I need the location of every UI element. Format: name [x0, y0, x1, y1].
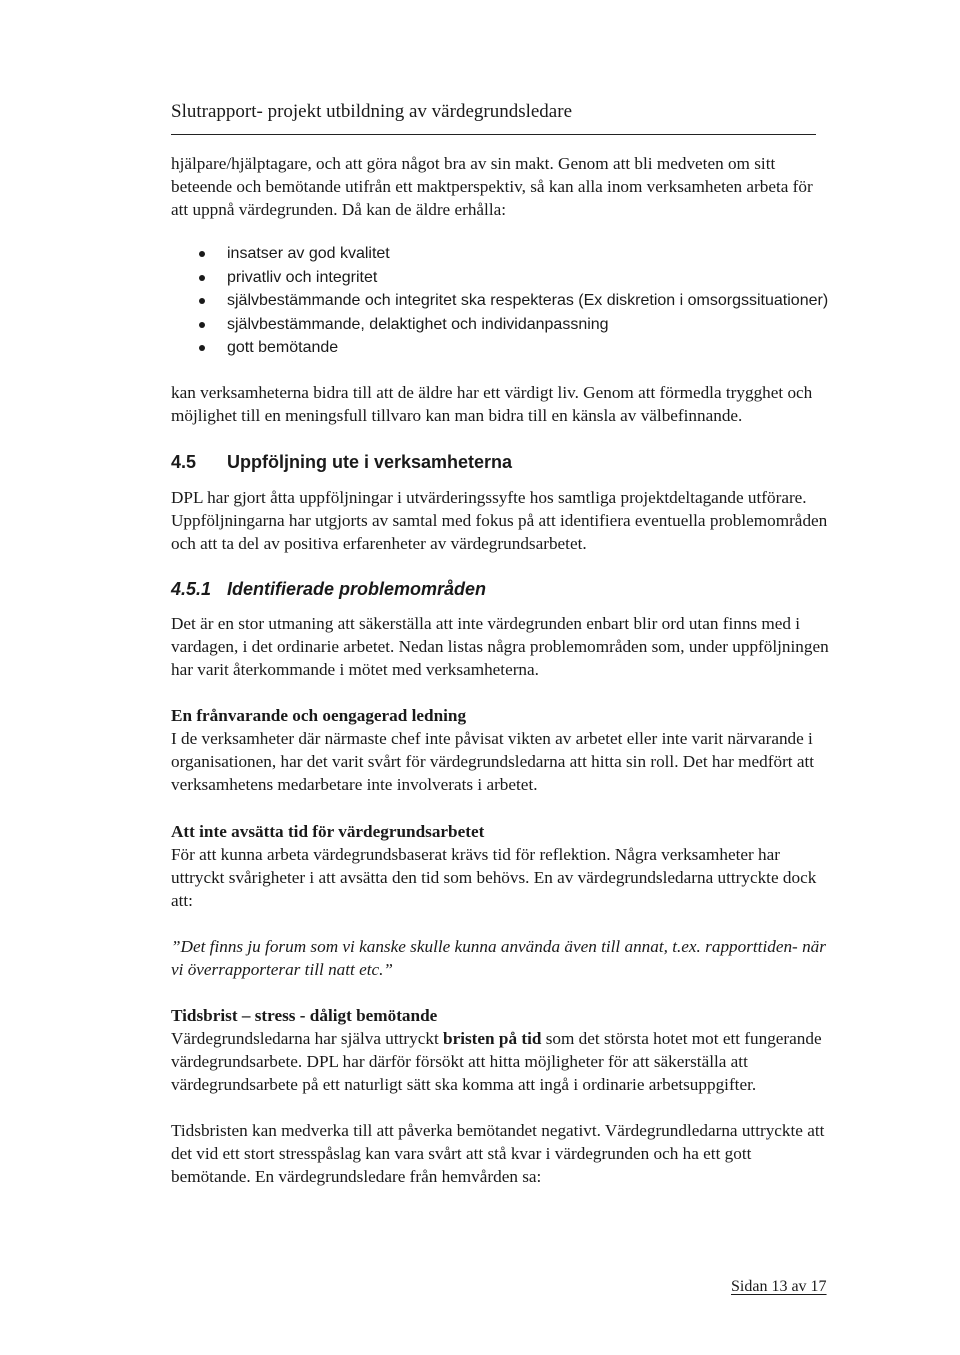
- topic-paragraph-end: som det största hotet mot ett fungerande värdegrundsarbete. DPL har därför försökt att hitta möjligheter för att säkerställa att värdegrundsarbete på ett naturligt sätt ska komma att ingå i ordinarie arbetsuppgifter.: [171, 1028, 822, 1094]
- topic-paragraph: [171, 1027, 831, 1096]
- section-4-5-1-paragraph: Det är en stor utmaning att säkerställa att inte värdegrunden enbart blir ord utan finns med i vardagen, i det ordinarie arbetet. Nedan listas några problemområden som, under uppföljningen har varit återkommande i mötet med verksamheterna.: [171, 613, 829, 679]
- list-item: [227, 289, 831, 313]
- section-heading-4-5-1: [171, 577, 831, 601]
- bullet-icon: [199, 322, 205, 328]
- bullet-icon: [199, 275, 205, 281]
- section-heading-4-5: [171, 450, 831, 474]
- topic-heading: En frånvarande och oengagerad ledning: [171, 705, 467, 725]
- subsection-title: Identifierade problemområden: [227, 578, 487, 599]
- list-item-text: insatser av god kvalitet: [227, 245, 390, 262]
- list-item-text: självbestämmande, delaktighet och individanpassning: [227, 315, 609, 333]
- list-item-text: självbestämmande och integritet ska respekteras (Ex diskretion i omsorgssituationer): [227, 292, 829, 309]
- section-4-5-paragraph: DPL har gjort åtta uppföljningar i utvärderingssyfte hos samtliga projektdeltagande utförare. Uppföljningarna har utgjorts av samtal med fokus på att identifiera eventuella problemområden och att ta del av positiva erfarenheter av värdegrundsarbetet.: [171, 487, 828, 553]
- topic-absent-leadership: [171, 704, 831, 796]
- topic-no-time: [171, 820, 831, 981]
- list-item: [227, 336, 831, 360]
- topic-paragraph-start: Värdegrundsledarna har själva uttryckt: [171, 1028, 444, 1048]
- list-item: [227, 313, 831, 337]
- topic-paragraph-2: Tidsbristen kan medverka till att påverka bemötandet negativt. Värdegrundledarna uttryckte att det vid ett stort stresspåslag kan vara svårt att stå kvar i värdegrunden och ha ett gott bemötande. En värdegrundsledare från hemvården sa:: [171, 1120, 825, 1186]
- running-header: Slutrapport- projekt utbildning av värdegrundsledare: [171, 101, 573, 122]
- topic-heading: Att inte avsätta tid för värdegrundsarbetet: [171, 821, 485, 841]
- page-content: [171, 152, 831, 1188]
- list-item-text: privatliv och integritet: [227, 268, 378, 286]
- quote-text: ”Det finns ju forum som vi kanske skulle kunna använda även till annat, t.ex. rapporttiden- när vi överrapporterar till natt etc.”: [171, 936, 826, 979]
- section-title: Uppföljning ute i verksamheterna: [227, 451, 513, 472]
- list-item: [227, 242, 831, 266]
- header-divider: [171, 134, 816, 135]
- topic-paragraph: I de verksamheter där närmaste chef inte påvisat vikten av arbetet eller inte varit närvarande i organisationen, har det varit svårt för värdegrundsledarna att hitta sin roll. Det har medfört att verksamhetens medarbetare inte involverats i arbetet.: [171, 728, 815, 794]
- quality-list: [171, 242, 831, 360]
- topic-time-shortage: [171, 1004, 831, 1188]
- subsection-number: 4.5.1: [171, 578, 212, 599]
- list-item-text: gott bemötande: [227, 339, 339, 356]
- emphasis-text: bristen på tid: [443, 1028, 542, 1048]
- list-item: [227, 266, 831, 290]
- after-list-paragraph: kan verksamheterna bidra till att de äldre har ett värdigt liv. Genom att förmedla trygghet och möjlighet till en meningsfull tillvaro kan man bidra till en känsla av välbefinnande.: [171, 382, 813, 425]
- bullet-icon: [199, 251, 205, 257]
- topic-paragraph: För att kunna arbeta värdegrundsbaserat krävs tid för reflektion. Några verksamheter har uttryckt svårigheter i att avsätta den tid som behövs. En av värdegrundsledarna uttryckte dock att:: [171, 844, 817, 910]
- intro-paragraph: hjälpare/hjälptagare, och att göra något bra av sin makt. Genom att bli medveten om sitt beteende och bemötande utifrån ett maktperspektiv, så kan alla inom verksamheten arbeta för att uppnå värdegrunden. Då kan de äldre erhålla:: [171, 154, 813, 219]
- bullet-icon: [199, 345, 205, 351]
- bullet-icon: [199, 298, 205, 304]
- section-number: 4.5: [171, 451, 197, 472]
- page-number: Sidan 13 av 17: [731, 1278, 827, 1295]
- topic-heading: Tidsbrist – stress - dåligt bemötande: [171, 1005, 438, 1025]
